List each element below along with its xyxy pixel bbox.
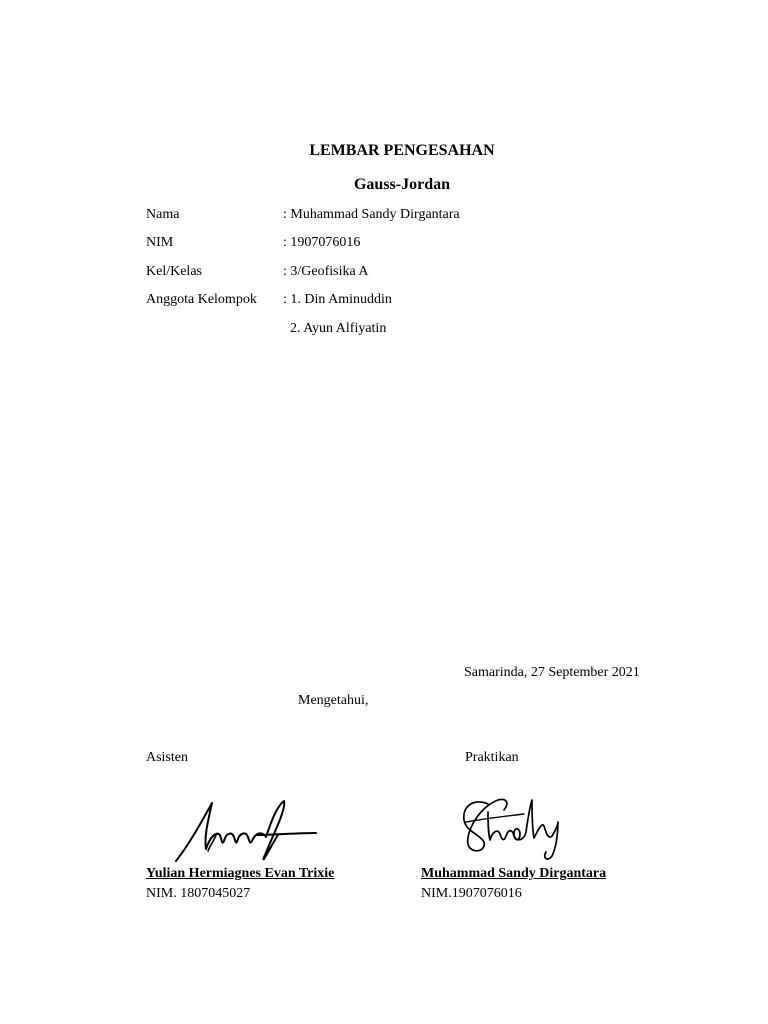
field-value-anggota-2: 2. Ayun Alfiyatin — [290, 321, 387, 336]
right-signatory-name: Muhammad Sandy Dirgantara — [421, 866, 607, 881]
field-label-nim: NIM — [146, 235, 174, 250]
field-value-nim: : 1907076016 — [283, 235, 361, 250]
field-value-anggota: : 1. Din Aminuddin — [283, 292, 392, 307]
field-value-kelas: : 3/Geofisika A — [283, 264, 369, 279]
left-signatory-name: Yulian Hermiagnes Evan Trixie — [146, 866, 335, 881]
page-title: LEMBAR PENGESAHAN — [309, 142, 495, 159]
page-subtitle: Gauss-Jordan — [353, 176, 451, 193]
right-signature-image — [458, 792, 573, 864]
left-signature-image — [170, 795, 320, 865]
field-value-nama: : Muhammad Sandy Dirgantara — [283, 207, 460, 222]
field-label-anggota: Anggota Kelompok — [146, 292, 257, 307]
right-signatory-id: NIM.1907076016 — [421, 886, 522, 901]
field-label-nama: Nama — [146, 207, 180, 222]
field-label-kelas: Kel/Kelas — [146, 264, 202, 279]
left-signatory-role: Asisten — [146, 750, 188, 765]
right-signatory-role: Praktikan — [465, 750, 519, 765]
left-signatory-id: NIM. 1807045027 — [146, 886, 251, 901]
acknowledged-label: Mengetahui, — [298, 693, 369, 708]
place-date: Samarinda, 27 September 2021 — [464, 665, 640, 680]
